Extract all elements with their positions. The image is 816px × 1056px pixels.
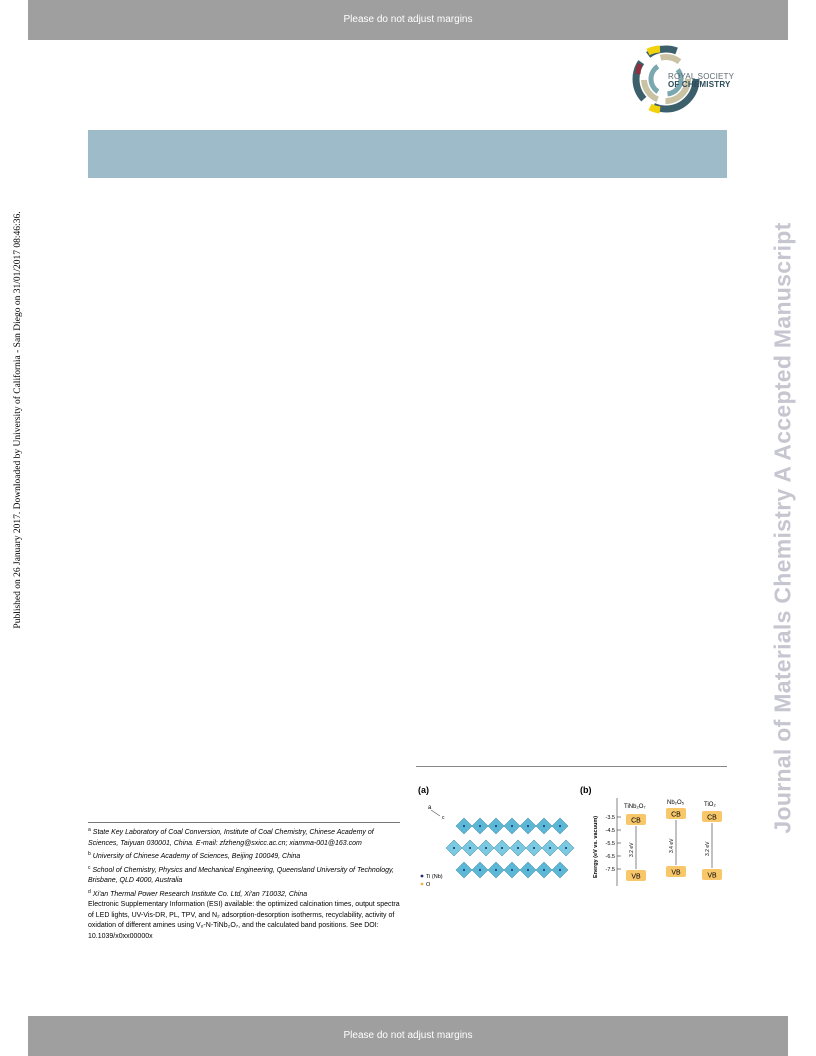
panel-b-label: (b) (580, 785, 592, 795)
cb-label: CB (707, 814, 717, 822)
vb-label: VB (631, 873, 641, 881)
footnote-mark: d (88, 888, 91, 895)
gap-label: 3.2 eV (629, 842, 635, 857)
esi-note: Electronic Supplementary Information (ESI) available: the optimized calcination times, output spectra of LED lights, UV-Vis-DR, PL, TPV, and N₂ adsorption-desorption isotherms, recyclability, activity of oxidation of different amines using Vₒ-N-TiNb₂O₇, and the calculated band positions. See DOI: 10.1039/x0xx00000x (88, 901, 400, 940)
gap-label: 3.4 eV (669, 838, 675, 853)
legend-ti-marker (421, 875, 424, 878)
vb-label: VB (707, 872, 717, 880)
material-tio2 (702, 802, 722, 880)
y-axis-label: Energy (eV vs. vacuum) (593, 815, 599, 878)
legend-o-marker (421, 883, 424, 886)
footnote-mark: a (88, 827, 91, 833)
band-structure-figure (416, 778, 727, 898)
y-tick-label: -6.5 (605, 854, 615, 860)
panel-a-label: (a) (418, 785, 429, 795)
axis-c-label: c (442, 815, 445, 821)
footnote-d (88, 887, 403, 901)
cb-label: CB (671, 811, 681, 819)
crystal-structure (446, 818, 574, 878)
footnote-text: Xi'an Thermal Power Research Institute Co. Ltd, Xi'an 710032, China (92, 890, 308, 898)
top-margin-banner: Please do not adjust margins (28, 0, 788, 40)
footnote-mark: b (88, 851, 91, 857)
logo-text-line2: OF CHEMISTRY (668, 80, 731, 89)
accepted-manuscript-watermark: Journal of Materials Chemistry A Accepted Manuscript (769, 222, 796, 834)
footnote-c (88, 863, 403, 887)
publication-note: Published on 26 January 2017. Downloaded by University of California - San Diego on 31/01/2017 08:46:36. (13, 211, 23, 629)
material-nb2o5 (666, 800, 686, 877)
y-tick-label: -5.5 (605, 841, 615, 847)
vb-label: VB (671, 869, 681, 877)
axis-a-label: a (428, 805, 432, 811)
y-tick-label: -4.5 (605, 828, 615, 834)
material-tinb2o7 (624, 804, 646, 881)
logo-text-line1: ROYAL SOCIETY (668, 72, 735, 81)
figure-top-rule (416, 766, 727, 767)
legend-o: O (426, 882, 431, 888)
y-tick-label: -7.5 (605, 867, 615, 873)
bottom-margin-banner: Please do not adjust margins (28, 1016, 788, 1056)
footnote-text: School of Chemistry, Physics and Mechanical Engineering, Queensland University of Technology, Brisbane, QLD 4000, Australia (88, 866, 394, 884)
title-band (88, 130, 727, 178)
footnote-b (88, 849, 403, 863)
material-name: TiNb₂O₇ (624, 804, 646, 810)
footnote-rule (88, 822, 400, 823)
footnote-a (88, 825, 403, 849)
y-ticks (606, 815, 621, 873)
octahedra-row-2 (446, 840, 574, 856)
material-name: Nb₂O₅ (667, 800, 685, 806)
footnote-text: State Key Laboratory of Coal Conversion, Institute of Coal Chemistry, Chinese Academy of Sciences, Taiyuan 030001, China. E-mail: zfzheng@sxicc.ac.cn; xiamma-001@163.com (88, 829, 374, 847)
gap-label: 3.2 eV (705, 841, 711, 856)
legend-ti: Ti (Nb) (426, 874, 443, 880)
footnote-text: University of Chinese Academy of Sciences, Beijing 100049, China (92, 853, 301, 860)
axis-arrow (431, 810, 440, 816)
cb-label: CB (631, 817, 641, 825)
footnotes (88, 825, 403, 942)
y-tick-label: -3.5 (605, 815, 615, 821)
material-name: TiO₂ (704, 802, 716, 808)
footnote-mark: c (88, 864, 91, 871)
